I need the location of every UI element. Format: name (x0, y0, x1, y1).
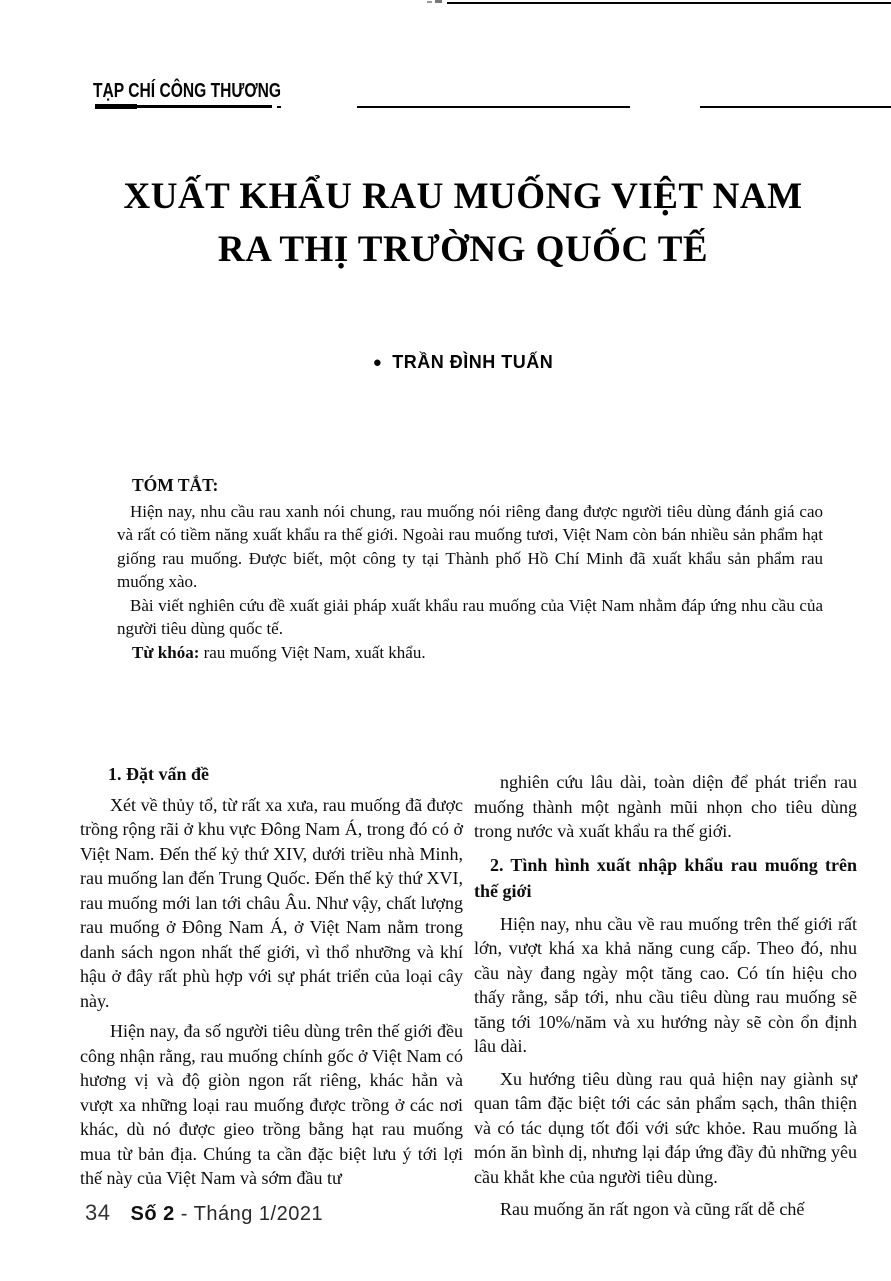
header-rule-dot (277, 106, 281, 108)
issue-date: - Tháng 1/2021 (174, 1203, 324, 1225)
right-paragraph-3: Xu hướng tiêu dùng rau quả hiện nay giành sự quan tâm đặc biệt tới các sản phẩm sạch, thân thiện và có tác dụng tốt đối với sức khỏe. Rau muống là món ăn bình dị, nhưng lại đáp ứng đầy đủ những yêu cầu khắt khe của người tiêu dùng. (474, 1068, 857, 1187)
title-line-2: RA THỊ TRƯỜNG QUỐC TẾ (217, 229, 709, 270)
top-edge-rule (447, 2, 891, 4)
article-title (35, 170, 891, 276)
abstract-section (117, 474, 823, 664)
keywords-label: Từ khóa: (132, 642, 200, 662)
keywords-text: rau muống Việt Nam, xuất khẩu. (199, 642, 426, 662)
left-column (80, 762, 463, 1191)
scan-speck (427, 1, 432, 3)
section-2-heading: 2. Tình hình xuất nhập khẩu rau muống trên thế giới (474, 854, 857, 901)
scan-speck (435, 0, 442, 3)
right-paragraph-4: Rau muống ăn rất ngon và cũng rất dễ chế (500, 1199, 805, 1219)
header-rule-right (700, 106, 891, 108)
title-line-1: XUẤT KHẨU RAU MUỐNG VIỆT NAM (123, 176, 803, 217)
right-paragraph-2: Hiện nay, nhu cầu về rau muống trên thế giới rất lớn, vượt khá xa khả năng cung cấp. Theo đó, nhu cầu này đang ngày một tăng cao. Có tín hiệu cho thấy rằng, sắp tới, nhu cầu tiêu dùng rau muống sẽ tăng tới 10%/năm và xu hướng này sẽ còn ổn định lâu dài. (474, 913, 857, 1056)
issue-label: Số 2 (130, 1203, 175, 1225)
header-rule-middle (357, 106, 630, 108)
section-1-heading: 1. Đặt vấn đề (108, 764, 210, 784)
left-paragraph-1: Xét về thủy tổ, từ rất xa xưa, rau muống đã được trồng rộng rãi ở khu vực Đông Nam Á, trong đó có ở Việt Nam. Đến thế kỷ thứ XIV, dưới triều nhà Minh, rau muống lan đến Trung Quốc. Đến thế kỷ thứ XVI, rau muống mới lan tới châu Âu. Như vậy, chất lượng rau muống ở Đông Nam Á, ở Việt Nam nằm trong danh sách ngon nhất thế giới, vì thổ nhưỡng và khí hậu ở đây rất phù hợp với sự phát triển của loại cây này. (80, 794, 463, 1011)
right-paragraph-continuation: nghiên cứu lâu dài, toàn diện để phát triển rau muống thành một ngành mũi nhọn cho tiêu dùng trong nước và xuất khẩu ra thế giới. (474, 772, 857, 841)
abstract-paragraph-1: Hiện nay, nhu cầu rau xanh nói chung, rau muống nói riêng đang được người tiêu dùng đánh giá cao và rất có tiềm năng xuất khẩu ra thế giới. Ngoài rau muống tươi, Việt Nam còn bán nhiều sản phẩm hạt giống rau muống. Được biết, một công ty tại Thành phố Hồ Chí Minh đã xuất khẩu sản phẩm rau muống xào. (117, 501, 823, 591)
author-name: TRẦN ĐÌNH TUẤN (392, 352, 554, 372)
bullet-icon: ● (372, 354, 383, 371)
page-footer (85, 1200, 323, 1226)
page-number: 34 (85, 1200, 111, 1225)
abstract-heading: TÓM TẮT: (132, 475, 219, 495)
journal-name: TẠP CHÍ CÔNG THƯƠNG (93, 80, 282, 102)
abstract-keywords (117, 641, 823, 665)
issue-info (130, 1203, 323, 1225)
abstract-paragraph-2: Bài viết nghiên cứu đề xuất giải pháp xuất khẩu rau muống của Việt Nam nhằm đáp ứng nhu cầu của người tiêu dùng quốc tế. (117, 595, 823, 638)
left-paragraph-2: Hiện nay, đa số người tiêu dùng trên thế giới đều công nhận rằng, rau muống chính gốc ở Việt Nam có hương vị và độ giòn ngon rất riêng, khác hẳn và vượt xa những loại rau muống được trồng ở các nơi khác, dù nó được gieo trồng bằng hạt rau muống mua từ bản địa. Chúng ta cần đặc biệt lưu ý tới lợi thế này của Việt Nam và sớm đầu tư (80, 1021, 463, 1188)
author-line (35, 352, 891, 373)
right-column (474, 762, 857, 1222)
header-rule-left (95, 105, 272, 108)
